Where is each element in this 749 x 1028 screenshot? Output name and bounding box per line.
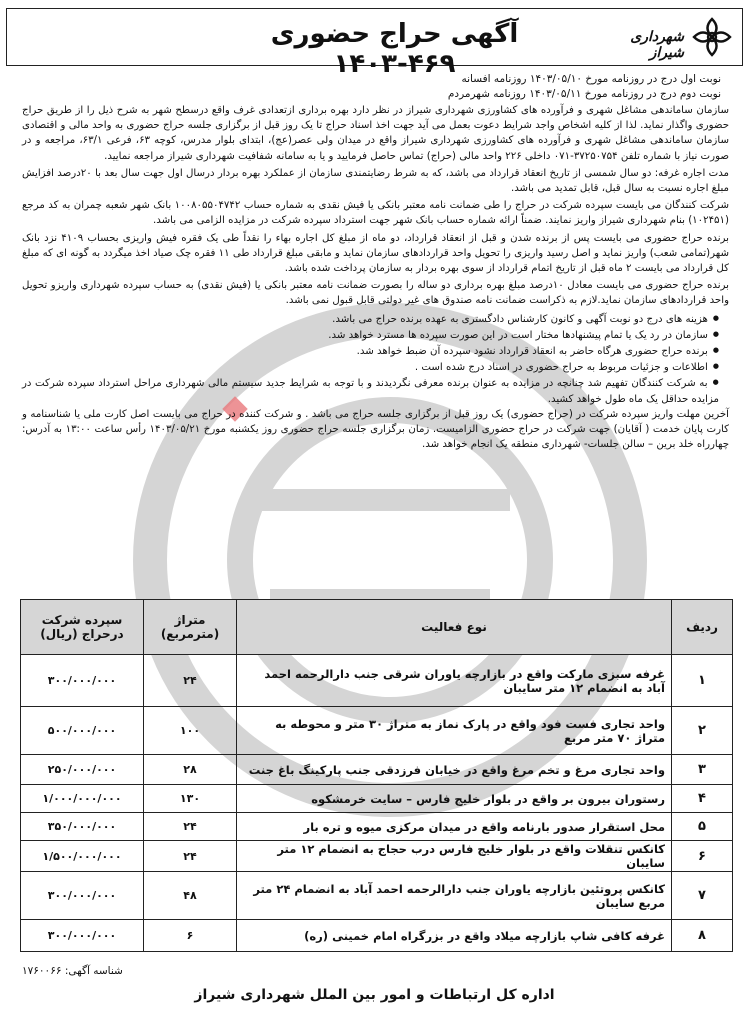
table-row bbox=[21, 785, 733, 813]
area-cell: ۲۴ bbox=[144, 813, 237, 841]
area-cell: ۲۸ bbox=[144, 755, 237, 785]
deposit-cell: ۳۰۰/۰۰۰/۰۰۰ bbox=[21, 872, 144, 920]
table-row bbox=[21, 841, 733, 872]
area-cell: ۶ bbox=[144, 920, 237, 952]
row-number-cell: ۸ bbox=[672, 920, 733, 952]
ad-body bbox=[22, 103, 729, 454]
row-number-cell: ۱ bbox=[672, 655, 733, 707]
row-number-cell: ۴ bbox=[672, 785, 733, 813]
table-row bbox=[21, 872, 733, 920]
activity-cell: کانکس تنقلات واقع در بلوار خلیج فارس درب حجاج به انضمام ۱۲ متر سایبان bbox=[237, 841, 672, 872]
header-area: متراژ (مترمربع) bbox=[144, 600, 237, 655]
page-title: آگهی حراج حضوری ۴۶۹-۱۴۰۳ bbox=[270, 19, 519, 79]
table-header-row bbox=[21, 600, 733, 655]
table-body bbox=[21, 655, 733, 952]
list-item: ● برنده حراج حضوری هرگاه حاضر به انعقاد قرارداد نشود سپرده آن ضبط خواهد شد. bbox=[22, 343, 719, 359]
deposit-cell: ۳۰۰/۰۰۰/۰۰۰ bbox=[21, 920, 144, 952]
row-number-cell: ۵ bbox=[672, 813, 733, 841]
list-item: ● سازمان در رد یک یا تمام پیشنهادها مختار است در این صورت سپرده ها مسترد خواهد شد. bbox=[22, 327, 719, 343]
deposit-cell: ۵۰۰/۰۰۰/۰۰۰ bbox=[21, 707, 144, 755]
area-cell: ۱۳۰ bbox=[144, 785, 237, 813]
area-cell: ۴۸ bbox=[144, 872, 237, 920]
activity-cell: غرفه کافی شاپ بازارچه میلاد واقع در بزرگراه امام خمینی (ره) bbox=[237, 920, 672, 952]
activity-cell: کانکس پروتئین بازارچه یاوران جنب دارالرحمه احمد آباد به انضمام ۲۴ متر مربع سایبان bbox=[237, 872, 672, 920]
activity-cell: محل استقرار صدور بارنامه واقع در میدان مرکزی میوه و تره بار bbox=[237, 813, 672, 841]
activity-cell: غرفه سبزی مارکت واقع در بازارچه یاوران شرقی جنب دارالرحمه احمد آباد به انضمام ۱۲ متر سایبان bbox=[237, 655, 672, 707]
row-number-cell: ۷ bbox=[672, 872, 733, 920]
row-number-cell: ۳ bbox=[672, 755, 733, 785]
list-item: ● به شرکت کنندگان تفهیم شد چنانچه در مزایده به عنوان برنده معرفی نگردیدند و با توجه به شرایط جدید سیستم مالی شهرداری مراحل استرداد سپرده شرکت در مزایده حداقل یک ماه طول خواهد کشید. bbox=[22, 375, 719, 406]
publication-dates bbox=[448, 72, 721, 102]
body-paragraph: آخرین مهلت واریز سپرده شرکت در (حراج حضوری) یک روز قبل از برگزاری جلسه حراج می باشد . و شرکت کننده در حراج می بایست اصل کارت ملی یا شناسنامه و کارت پایان خدمت ( آقایان) جهت شرکت در حراج حضوری الزامیست. زمان برگزاری جلسه حراج حضوری روز یکشنبه مورخ ۱۴۰۳/۰۵/۲۱ رأس ساعت ۱۳:۰۰ به آدرس: چهارراه خلد برین – سالن جلسات- شهرداری منطقه یک انجام خواهد شد. bbox=[22, 408, 729, 451]
list-item: ● اطلاعات و جزئیات مربوط به حراج حضوری در اسناد درج شده است . bbox=[22, 359, 719, 375]
deposit-cell: ۱/۰۰۰/۰۰۰/۰۰۰ bbox=[21, 785, 144, 813]
table-row bbox=[21, 813, 733, 841]
auction-table bbox=[20, 599, 733, 952]
activity-cell: واحد تجاری فست فود واقع در پارک نماز به متراژ ۳۰ متر و محوطه به متراژ ۷۰ متر مربع bbox=[237, 707, 672, 755]
activity-cell: رستوران بیرون بر واقع در بلوار خلیج فارس – سایت خرمشکوه bbox=[237, 785, 672, 813]
deposit-cell: ۳۰۰/۰۰۰/۰۰۰ bbox=[21, 655, 144, 707]
body-paragraph: سازمان ساماندهی مشاغل شهری و فرآورده های کشاورزی شهرداری شیراز در نظر دارد بهره برداری ازتعدادی غرف واقع درسطح شهر به شرح ذیل را از طریق حراج حضوری واگذار نماید. لذا از کلیه اشخاص واجد شرایط دعوت بعمل می آید جهت اخذ اسناد حراج تا یک روز قبل از برگزاری جلسه حراج حضوری به واحد مالی و اقتصادی سازمان ساماندهی مشاغل شهری و فرآورده های کشاورزی شهرداری شیراز واقع در میدان ولی عصر(عج)، ابتدای بلوار مدرس، کوچه ۶۳، فرعی ۶۳/۱، مراجعه و در صورت نیاز با شماره تلفن ۳۷۲۵۰۷۵۴-۰۷۱ داخلی ۲۲۶ واحد مالی (حراج) تماس حاصل فرمایید و یا به سامانه شفافیت شهرداری شیراز مراجعه نمایید. bbox=[22, 105, 729, 162]
conditions-list bbox=[22, 311, 729, 407]
list-item: ● هزینه های درج دو نوبت آگهی و کانون کارشناس دادگستری به عهده برنده حراج می باشد. bbox=[22, 311, 719, 327]
publication-first: نوبت اول درج در روزنامه مورخ ۱۴۰۳/۰۵/۱۰ روزنامه افسانه bbox=[461, 73, 721, 85]
activity-cell: واحد تجاری مرغ و تخم مرغ واقع در خیابان فرزدقی جنب پارکینگ باغ جنت bbox=[237, 755, 672, 785]
deposit-cell: ۲۵۰/۰۰۰/۰۰۰ bbox=[21, 755, 144, 785]
row-number-cell: ۶ bbox=[672, 841, 733, 872]
area-cell: ۲۴ bbox=[144, 655, 237, 707]
municipality-logo bbox=[612, 15, 734, 59]
table-row bbox=[21, 655, 733, 707]
area-cell: ۱۰۰ bbox=[144, 707, 237, 755]
publication-second: نوبت دوم درج در روزنامه مورخ ۱۴۰۳/۰۵/۱۱ روزنامه شهرمردم bbox=[447, 88, 721, 100]
body-paragraph: برنده حراج حضوری می بایست پس از برنده شدن و قبل از انعقاد قرارداد، دو ماه از مبلغ کل اجاره بهاء را نقداً طی یک فقره فیش واریزی بحساب ۴۱۰۹ نزد بانک شهر(تمامی شعب) واریز نماید و اصل رسید واریزی را تحویل واحد قراردادهای سازمان نماید و مابقی مبلغ قرارداد طی ۱۱ فقره چک صیاد اخذ میگردد به گونه ای که مبلغ کل قرارداد می بایست ۲ ماه قبل از تاریخ اتمام قرارداد از سوی بهره بردار به سازمان پرداخت شده باشد. bbox=[22, 232, 730, 275]
deposit-cell: ۳۵۰/۰۰۰/۰۰۰ bbox=[21, 813, 144, 841]
table-row bbox=[21, 707, 733, 755]
table-row bbox=[21, 920, 733, 952]
area-cell: ۲۴ bbox=[144, 841, 237, 872]
header-row-number: ردیف bbox=[672, 600, 733, 655]
table-row bbox=[21, 755, 733, 785]
row-number-cell: ۲ bbox=[672, 707, 733, 755]
footer-office: اداره کل ارتباطات و امور بین الملل شهرداری شیراز bbox=[194, 987, 555, 1003]
deposit-cell: ۱/۵۰۰/۰۰۰/۰۰۰ bbox=[21, 841, 144, 872]
header-activity: نوع فعالیت bbox=[237, 600, 672, 655]
body-paragraph: برنده حراج حضوری می بایست معادل ۱۰درصد مبلغ بهره برداری دو ساله را بصورت ضمانت نامه معتبر بانکی یا (فیش نقدی) به حساب سپرده شهرداری واریزو تحویل واحد قراردادهای سازمان نماید.لازم به ذکراست ضمانت نامه صندوق های غیر دولتی قابل قبول نمی باشد. bbox=[22, 280, 730, 307]
shiraz-logo-icon bbox=[690, 15, 734, 59]
logo-text: شهرداری شیراز bbox=[630, 29, 684, 61]
ad-code: شناسه آگهی: ۱۷۶۰۰۶۶ bbox=[22, 965, 123, 977]
body-paragraph: مدت اجاره غرفه: دو سال شمسی از تاریخ انعقاد قرارداد می باشد، که به شرط رضایتمندی سازمان از عملکرد بهره بردار درسال اول جهت سال بعد با ۲۰درصد افزایش مبلغ اجاره نسبت به سال قبل، قابل تمدید می باشد. bbox=[22, 167, 730, 195]
header-deposit: سپرده شرکت درحراج (ریال) bbox=[21, 600, 144, 655]
body-paragraph: شرکت کنندگان می بایست سپرده شرکت در حراج را طی ضمانت نامه معتبر بانکی یا فیش نقدی به شماره حساب ۱۰۰۸۰۵۵۰۴۷۴۲ بانک شهر شعبه چمران به کد مرجع (۱۰۲۴۵۱) بنام شهرداری شیراز واریز نمایند. ضمناً ارائه شماره حساب بانک شهر جهت استرداد سپرده شرکت در مزایده الزامی می باشد. bbox=[22, 200, 729, 227]
